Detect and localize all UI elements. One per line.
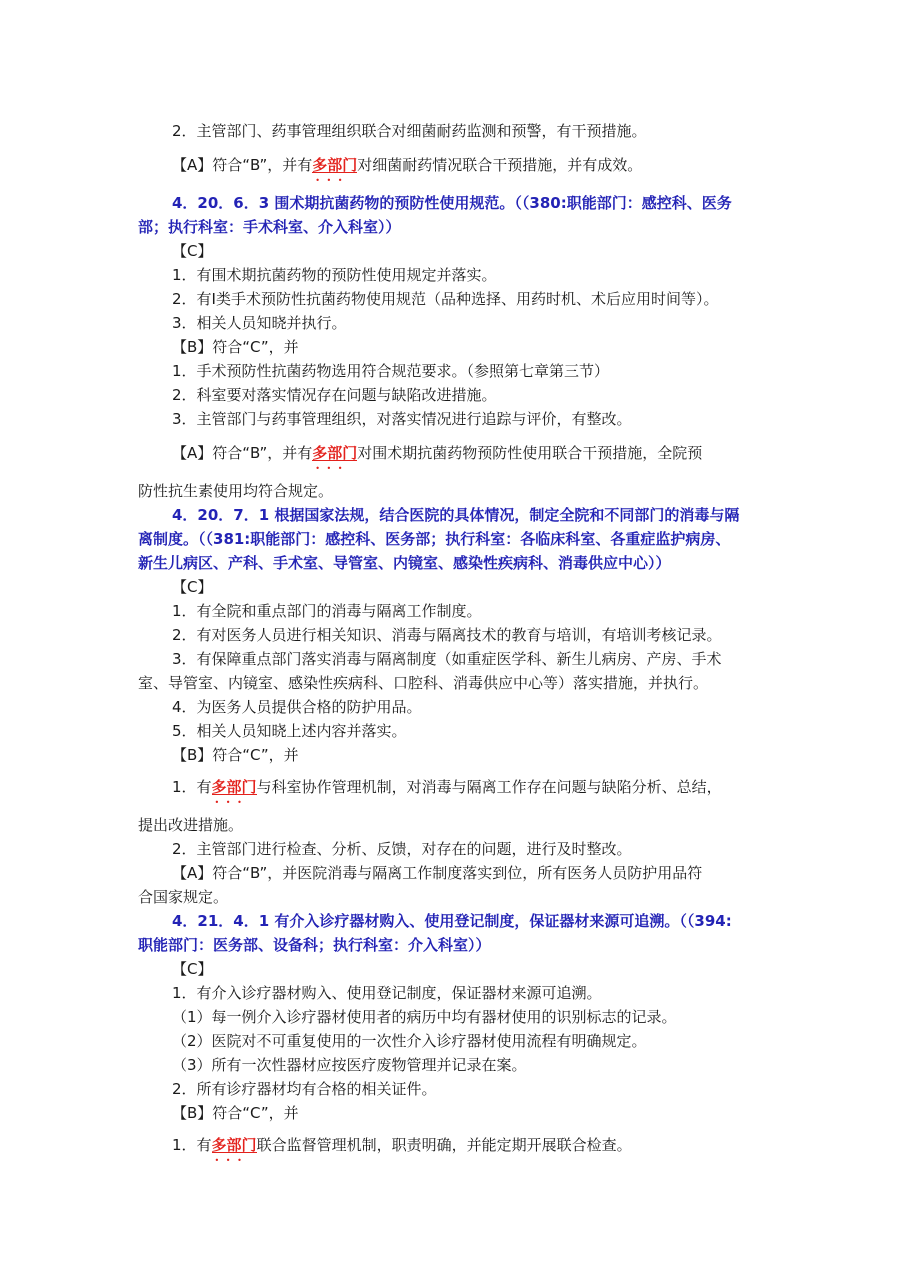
text-line: （3）所有一次性器材应按医疗废物管理并记录在案。 (172, 1056, 527, 1074)
text-line: 3．有保障重点部门落实消毒与隔离制度（如重症医学科、新生儿病房、产房、手术 (172, 650, 722, 668)
section-heading: 离制度。（（381:职能部门：感控科、医务部；执行科室：各临床科室、各重症监护病房、 (138, 530, 731, 548)
text-line: 合国家规定。 (138, 888, 229, 906)
rating-a-line (172, 442, 702, 464)
grade-label: 【B】符合“C”，并 (172, 1104, 299, 1122)
text-line: 2．有Ⅰ类手术预防性抗菌药物使用规范（品种选择、用药时机、术后应用时间等）。 (172, 290, 719, 308)
line-text: 1．有 (172, 778, 212, 796)
text-line: （2）医院对不可重复使用的一次性介入诊疗器材使用流程有明确规定。 (172, 1032, 647, 1050)
text-line: 5．相关人员知晓上述内容并落实。 (172, 722, 407, 740)
highlight-text: 多部门 (211, 1136, 257, 1154)
section-heading: 部；执行科室：手术科室、介入科室）） (138, 218, 401, 236)
line-text: 与科室协作管理机制，对消毒与隔离工作存在问题与缺陷分析、总结， (256, 778, 722, 796)
grade-label: 【B】符合“C”，并 (172, 746, 299, 764)
text-line: 4．为医务人员提供合格的防护用品。 (172, 698, 422, 716)
text-line: 室、导管室、内镜室、感染性疾病科、口腔科、消毒供应中心等）落实措施，并执行。 (138, 674, 709, 692)
text-line: 2．主管部门、药事管理组织联合对细菌耐药监测和预警，有干预措施。 (172, 122, 647, 140)
grade-label: 【C】 (172, 578, 213, 596)
section-heading: 新生儿病区、产科、手术室、导管室、内镜室、感染性疾病科、消毒供应中心）） (138, 554, 671, 572)
highlight-multi-department (312, 154, 357, 176)
text-line: 1．有围术期抗菌药物的预防性使用规定并落实。 (172, 266, 497, 284)
text-line: 3．相关人员知晓并执行。 (172, 314, 347, 332)
rating-a-line (172, 154, 642, 176)
section-heading: 职能部门：医务部、设备科；执行科室：介入科室）） (138, 936, 491, 954)
section-heading: 4．20．7．1 根据国家法规，结合医院的具体情况，制定全院和不同部门的消毒与隔 (172, 506, 740, 524)
highlight-multi-department (212, 776, 257, 798)
text-line: 3．主管部门与药事管理组织，对落实情况进行追踪与评价，有整改。 (172, 410, 632, 428)
line-text: 1．有 (172, 1136, 212, 1154)
line-text: 对围术期抗菌药物预防性使用联合干预措施，全院预 (357, 444, 703, 462)
line-text: 【A】符合“B”，并有 (172, 156, 313, 174)
grade-label: 【C】 (172, 960, 213, 978)
grade-label: 【C】 (172, 242, 213, 260)
rating-line (172, 776, 722, 798)
highlight-text: 多部门 (312, 444, 358, 462)
grade-label: 【B】符合“C”，并 (172, 338, 299, 356)
text-line: 1．有介入诊疗器材购入、使用登记制度，保证器材来源可追溯。 (172, 984, 602, 1002)
text-line: 2．所有诊疗器材均有合格的相关证件。 (172, 1080, 437, 1098)
text-line: 【A】符合“B”，并医院消毒与隔离工作制度落实到位，所有医务人员防护用品符 (172, 864, 703, 882)
section-heading: 4．20．6．3 围术期抗菌药物的预防性使用规范。（（380:职能部门：感控科、医务 (172, 194, 732, 212)
text-line: 防性抗生素使用均符合规定。 (138, 482, 334, 500)
line-text: 联合监督管理机制，职责明确，并能定期开展联合检查。 (256, 1136, 632, 1154)
highlight-multi-department (212, 1134, 257, 1156)
highlight-multi-department (312, 442, 357, 464)
section-heading: 4．21．4．1 有介入诊疗器材购入、使用登记制度，保证器材来源可追溯。（（394: (172, 912, 732, 930)
text-line: 1．有全院和重点部门的消毒与隔离工作制度。 (172, 602, 482, 620)
text-line: 提出改进措施。 (138, 816, 244, 834)
text-line: 1．手术预防性抗菌药物选用符合规范要求。（参照第七章第三节） (172, 362, 610, 380)
highlight-text: 多部门 (211, 778, 257, 796)
text-line: （1）每一例介入诊疗器材使用者的病历中均有器材使用的识别标志的记录。 (172, 1008, 677, 1026)
text-line: 2．主管部门进行检查、分析、反馈，对存在的问题，进行及时整改。 (172, 840, 632, 858)
text-line: 2．科室要对落实情况存在问题与缺陷改进措施。 (172, 386, 497, 404)
line-text: 【A】符合“B”，并有 (172, 444, 313, 462)
rating-line (172, 1134, 632, 1156)
line-text: 对细菌耐药情况联合干预措施，并有成效。 (357, 156, 643, 174)
text-line: 2．有对医务人员进行相关知识、消毒与隔离技术的教育与培训，有培训考核记录。 (172, 626, 722, 644)
highlight-text: 多部门 (312, 156, 358, 174)
